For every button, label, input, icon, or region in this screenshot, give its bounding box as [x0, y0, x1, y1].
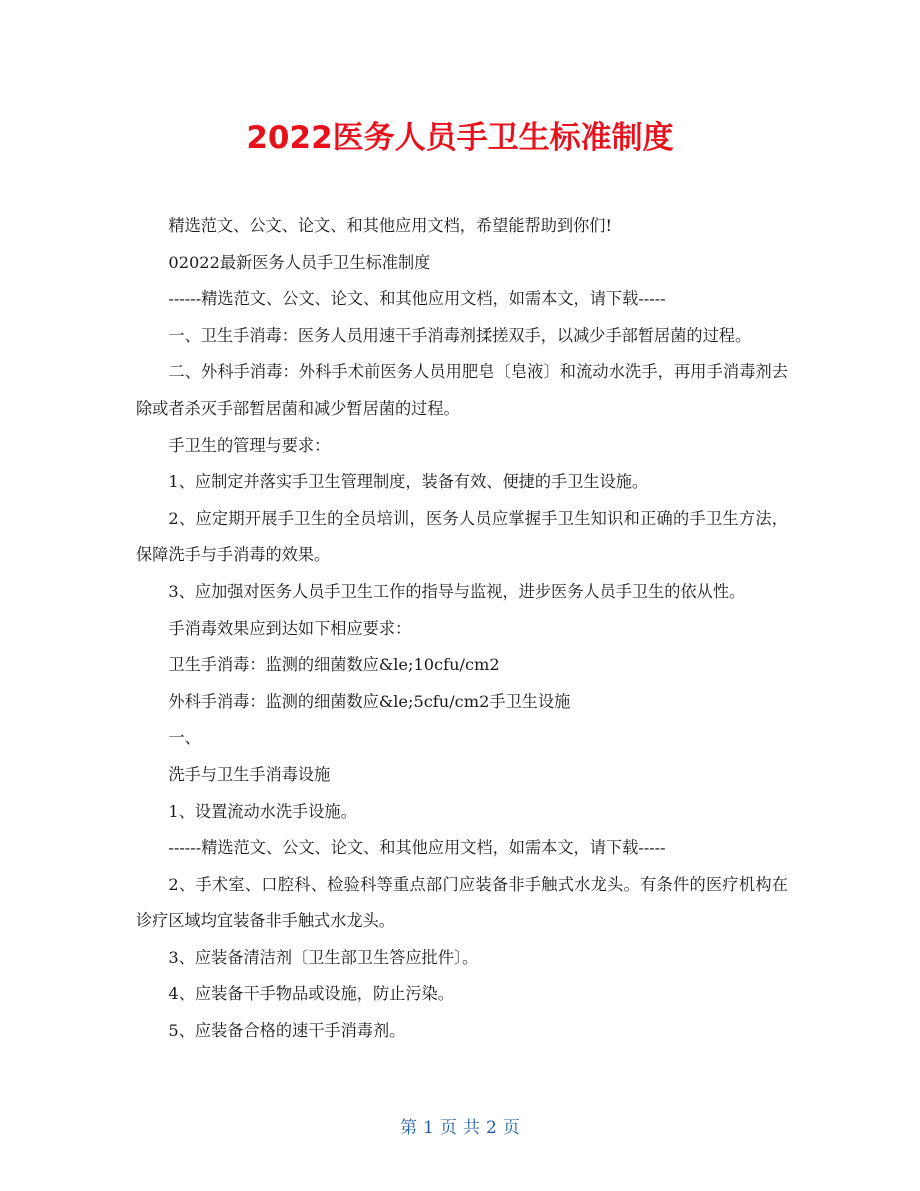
paragraph: 洗手与卫生手消毒设施 — [168, 764, 331, 784]
paragraph: 手卫生的管理与要求： — [168, 435, 331, 455]
page-label-mid: 页 — [440, 1118, 457, 1138]
paragraph: 外科手消毒：监测的细菌数应&le;5cfu/cm2手卫生设施 — [168, 691, 571, 711]
paragraph: 2、手术室、口腔科、检验科等重点部门应装备非手触式水龙头。有条件的医疗机构在诊疗区域均宜装备非手触式水龙头。 — [136, 874, 788, 931]
document-title: 2022医务人员手卫生标准制度 — [246, 120, 674, 156]
paragraph: 手消毒效果应到达如下相应要求： — [168, 618, 412, 638]
paragraph: ------精选范文、公文、论文、和其他应用文档，如需本文，请下载----- — [168, 289, 666, 309]
total-prefix: 共 — [463, 1118, 480, 1138]
paragraph: 5、应装备合格的速干手消毒剂。 — [168, 1021, 406, 1041]
paragraph: 1、应制定并落实手卫生管理制度，装备有效、便捷的手卫生设施。 — [168, 472, 649, 492]
paragraph: 1、设置流动水洗手设施。 — [168, 801, 357, 821]
paragraph: 二、外科手消毒：外科手术前医务人员用肥皂〔皂液〕和流动水洗手，再用手消毒剂去除或者杀灭手部暂居菌和减少暂居菌的过程。 — [136, 362, 788, 418]
paragraph: 3、应加强对医务人员手卫生工作的指导与监视，进步医务人员手卫生的依从性。 — [168, 581, 746, 601]
total-pages: 2 — [486, 1118, 497, 1138]
page-number: 1 — [423, 1118, 434, 1138]
paragraph: 4、应装备干手物品或设施，防止污染。 — [168, 984, 454, 1004]
page-label-suffix: 页 — [502, 1118, 520, 1138]
document-body — [136, 208, 788, 1050]
paragraph: ------精选范文、公文、论文、和其他应用文档，如需本文，请下载----- — [168, 838, 666, 858]
paragraph: 3、应装备清洁剂〔卫生部卫生答应批件〕。 — [168, 947, 479, 967]
page-footer — [0, 1113, 920, 1138]
paragraph: 精选范文、公文、论文、和其他应用文档，希望能帮助到你们! — [168, 216, 612, 235]
paragraph: 一、 — [168, 728, 201, 748]
paragraph: 02022最新医务人员手卫生标准制度 — [168, 252, 431, 272]
page-label-prefix: 第 — [400, 1118, 418, 1138]
paragraph: 2、应定期开展手卫生的全员培训，医务人员应掌握手卫生知识和正确的手卫生方法，保障洗手与手消毒的效果。 — [136, 508, 788, 565]
paragraph: 一、卫生手消毒：医务人员用速干手消毒剂揉搓双手，以减少手部暂居菌的过程。 — [168, 325, 752, 345]
paragraph: 卫生手消毒：监测的细菌数应&le;10cfu/cm2 — [168, 655, 500, 675]
